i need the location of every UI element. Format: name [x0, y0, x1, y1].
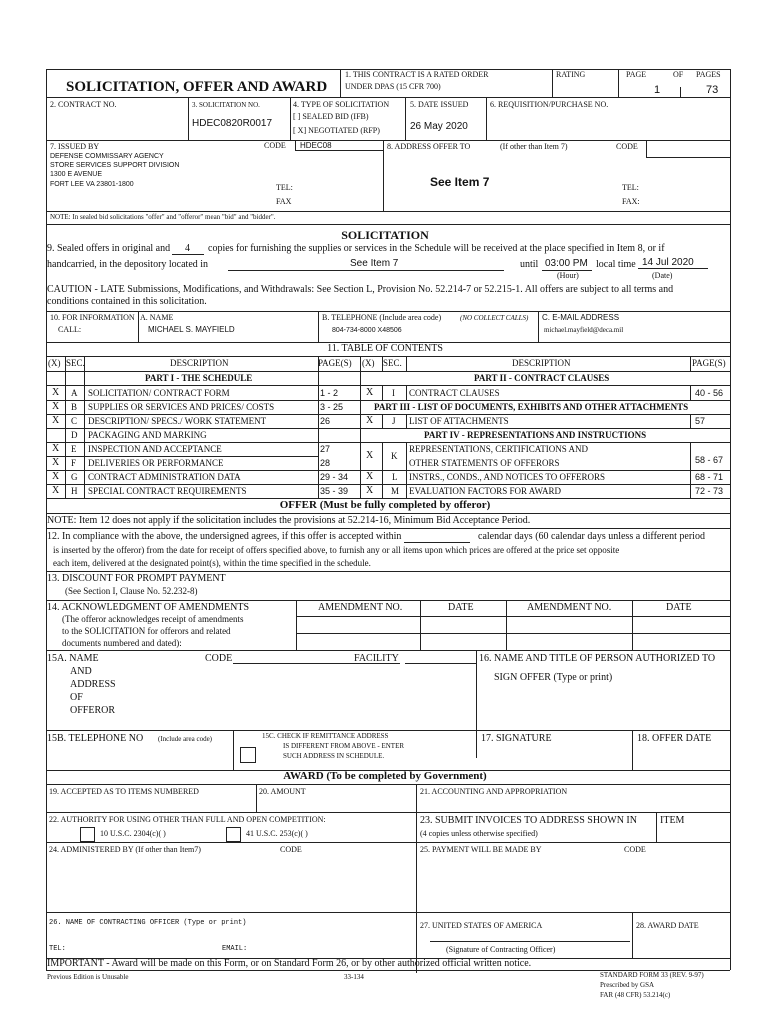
depository-location: See Item 7 [350, 258, 399, 269]
item9-text-b: copies for furnishing the supplies or services in the Schedule will be received at the place specified in Item 8, or if [208, 243, 665, 254]
item15a-offeror: OFFEROR [70, 705, 116, 716]
form-control-number: 33-134 [344, 973, 364, 981]
issued-by-fax-label: FAX [276, 197, 292, 206]
item12-text-a: 12. In compliance with the above, the undersigned agrees, if this offer is accepted within [47, 531, 402, 542]
item9-text-c: handcarried, in the depository located in [47, 259, 209, 270]
local-time-label: local time [596, 259, 636, 270]
offer-note: NOTE: Item 12 does not apply if the solicitation includes the provisions at 52.214-16, Minimum Bid Acceptance Period. [47, 515, 531, 526]
item13-label: 13. DISCOUNT FOR PROMPT PAYMENT [47, 573, 226, 584]
toc-description-header: DESCRIPTION [170, 358, 229, 368]
rated-order-label: 1. THIS CONTRACT IS A RATED ORDER [345, 70, 489, 79]
contact-email-label: C. E-MAIL ADDRESS [542, 313, 620, 322]
item14-label: 14. ACKNOWLEDGMENT OF AMENDMENTS [47, 602, 250, 613]
issued-by-tel-label: TEL: [276, 183, 293, 192]
toc-x-header: (X) [48, 358, 61, 368]
date-issued: 26 May 2020 [410, 121, 468, 132]
issued-by-address-4: FORT LEE VA 23801-1800 [50, 181, 134, 188]
contact-email: michael.mayfield@deca.mil [544, 326, 624, 334]
item23-label: 23. SUBMIT INVOICES TO ADDRESS SHOWN IN [420, 815, 637, 826]
type-of-solicitation-label: 4. TYPE OF SOLICITATION [293, 100, 390, 109]
facility-label: FACILITY [354, 653, 399, 664]
pages-label: PAGES [696, 70, 721, 79]
toc-x-header-right: (X) [362, 358, 375, 368]
caution-line-2: conditions contained in this solicitation. [47, 296, 207, 307]
toc-part-2: PART II - CONTRACT CLAUSES [474, 373, 610, 383]
toc-description-header-right: DESCRIPTION [512, 358, 571, 368]
address-offer-to-label: 8. ADDRESS OFFER TO [387, 142, 471, 151]
remittance-address-checkbox[interactable] [240, 747, 256, 763]
sealed-bid-option: [ ] SEALED BID (IFB) [293, 112, 369, 121]
usc-253-label: 41 U.S.C. 253(c)( ) [246, 829, 308, 838]
item22-label: 22. AUTHORITY FOR USING OTHER THAN FULL AND OPEN COMPETITION: [49, 815, 326, 824]
usc-253-checkbox[interactable] [226, 827, 241, 842]
solicitation-heading: SOLICITATION [341, 228, 429, 242]
requisition-label: 6. REQUISITION/PURCHASE NO. [490, 100, 609, 109]
toc-part-3: PART III - LIST OF DOCUMENTS, EXHIBITS AND OTHER ATTACHMENTS [374, 402, 689, 412]
call-label: CALL: [58, 325, 82, 334]
contact-name-label: A. NAME [140, 313, 174, 322]
item15c-line-1: 15C. CHECK IF REMITTANCE ADDRESS [262, 732, 389, 740]
item14-desc-2: to the SOLICITATION for offerors and related [62, 626, 231, 636]
issued-by-address-3: 1300 E AVENUE [50, 171, 103, 178]
item15a-code-label: CODE [205, 653, 233, 664]
item15c-line-2: IS DIFFERENT FROM ABOVE - ENTER [283, 742, 405, 750]
border-right [730, 69, 731, 970]
toc-pages-header: PAGE(S) [318, 358, 352, 368]
rating-label: RATING [556, 70, 586, 79]
no-collect-calls: (NO COLLECT CALLS) [460, 314, 529, 322]
for-information-label: 10. FOR INFORMATION [50, 313, 135, 322]
item28-label: 28. AWARD DATE [636, 921, 699, 930]
usc-2304-checkbox[interactable] [80, 827, 95, 842]
prescribed-by-label: Prescribed by GSA [600, 981, 655, 989]
previous-edition-note: Previous Edition is Unusable [47, 973, 129, 981]
item14-desc-3: documents numbered and dated): [62, 638, 182, 648]
issued-by-label: 7. ISSUED BY [50, 142, 100, 151]
usc-2304-label: 10 U.S.C. 2304(c)( ) [100, 829, 166, 838]
item13-clause: (See Section I, Clause No. 52.232-8) [65, 586, 198, 596]
far-reference-label: FAR (48 CFR) 53.214(c) [600, 991, 671, 999]
item15c-line-3: SUCH ADDRESS IN SCHEDULE. [283, 752, 385, 760]
solicitation-no-label: 3. SOLICITATION NO. [192, 101, 260, 109]
item20-label: 20. AMOUNT [259, 787, 306, 796]
item15a-and: AND [70, 666, 92, 677]
item21-label: 21. ACCOUNTING AND APPROPRIATION [420, 787, 568, 796]
amendment-date-header: DATE [448, 602, 474, 613]
item23-sub: (4 copies unless otherwise specified) [420, 829, 538, 838]
toc-heading: 11. TABLE OF CONTENTS [327, 343, 443, 354]
toc-sec-header: SEC. [66, 358, 85, 368]
item26-label: 26. NAME OF CONTRACTING OFFICER (Type or print) [49, 919, 247, 927]
contact-name: MICHAEL S. MAYFIELD [148, 325, 235, 334]
item16-label: 16. NAME AND TITLE OF PERSON AUTHORIZED TO [479, 653, 716, 664]
item15a-label: 15A. NAME [47, 653, 99, 664]
item17-label: 17. SIGNATURE [481, 733, 552, 744]
item12-text-d: each item, delivered at the designated point(s), within the time specified in the schedule. [53, 558, 371, 568]
receipt-date: 14 Jul 2020 [642, 257, 694, 268]
amendment-no-header-2: AMENDMENT NO. [527, 602, 612, 613]
address-fax-label: FAX: [622, 197, 640, 206]
date-label: (Date) [652, 271, 673, 280]
toc-part-4: PART IV - REPRESENTATIONS AND INSTRUCTIONS [424, 430, 647, 440]
of-label: OF [673, 70, 684, 79]
page-number: 1 [654, 84, 661, 96]
total-pages: 73 [706, 84, 719, 96]
item14-desc-1: (The offeror acknowledges receipt of amendments [62, 614, 244, 624]
contact-phone-label: B. TELEPHONE (Include area code) [322, 313, 442, 322]
award-heading: AWARD (To be completed by Government) [283, 770, 487, 782]
toc-sec-header-right: SEC. [383, 358, 402, 368]
contracting-officer-signature-label: (Signature of Contracting Officer) [446, 945, 556, 954]
officer-tel-label: TEL: [49, 945, 66, 953]
item15b-label: 15B. TELEPHONE NO [47, 733, 144, 744]
issued-by-code: HDEC08 [300, 141, 332, 150]
item9-text-a: 9. Sealed offers in original and [47, 243, 171, 254]
address-tel-label: TEL: [622, 183, 639, 192]
item25-code-label: CODE [624, 845, 646, 854]
hour-label: (Hour) [557, 271, 579, 280]
contact-phone: 804-734-8000 X48506 [332, 327, 402, 334]
officer-email-label: EMAIL: [222, 945, 248, 953]
contract-no-label: 2. CONTRACT NO. [50, 100, 117, 109]
solicitation-no: HDEC0820R0017 [192, 118, 273, 129]
address-code-label: CODE [616, 142, 638, 151]
item24-label: 24. ADMINISTERED BY (If other than Item7) [49, 845, 201, 854]
rated-order-dpas: UNDER DPAS (15 CFR 700) [345, 82, 441, 91]
issued-by-address-2: STORE SERVICES SUPPORT DIVISION [50, 162, 180, 169]
caution-line-1: CAUTION - LATE Submissions, Modifications, and Withdrawals: See Section L, Provision No. 52.214-7 or 52.215-1. All offers are subject to all terms and [47, 284, 674, 295]
item15a-of: OF [70, 692, 83, 703]
page-label: PAGE [626, 70, 647, 79]
code-label: CODE [264, 141, 286, 150]
until-label: until [520, 259, 539, 270]
original-copies: 4 [185, 243, 190, 254]
item16-sub: SIGN OFFER (Type or print) [494, 672, 613, 683]
amendment-date-header-2: DATE [666, 602, 692, 613]
standard-form-label: STANDARD FORM 33 (REV. 9-97) [600, 971, 704, 979]
date-issued-label: 5. DATE ISSUED [410, 100, 469, 109]
form-title: SOLICITATION, OFFER AND AWARD [66, 79, 328, 95]
negotiated-option: [ X] NEGOTIATED (RFP) [293, 126, 380, 135]
item27-label: 27. UNITED STATES OF AMERICA [420, 921, 543, 930]
toc-part-1: PART I - THE SCHEDULE [145, 373, 253, 383]
item15a-address: ADDRESS [70, 679, 116, 690]
receipt-time: 03:00 PM [545, 258, 588, 269]
toc-pages-header-right: PAGE(S) [692, 358, 726, 368]
item15b-area-code: (Include area code) [158, 735, 213, 743]
item18-label: 18. OFFER DATE [637, 733, 712, 744]
if-other-than-item7: (If other than Item 7) [500, 142, 568, 151]
item19-label: 19. ACCEPTED AS TO ITEMS NUMBERED [49, 787, 199, 796]
item12-text-c: is inserted by the offeror) from the date for receipt of offers specified above, to furnish any or all items upon which prices are offered at the price set opposite [53, 545, 620, 555]
amendment-no-header: AMENDMENT NO. [318, 602, 403, 613]
item12-text-b: calendar days (60 calendar days unless a different period [478, 531, 705, 542]
offer-heading: OFFER (Must be fully completed by offeror) [279, 499, 491, 511]
issued-by-address-1: DEFENSE COMMISSARY AGENCY [50, 153, 164, 160]
see-item-7: See Item 7 [430, 175, 490, 189]
important-notice: IMPORTANT - Award will be made on this Form, or on Standard Form 26, or by other authorized official written notice. [47, 958, 532, 969]
item24-code-label: CODE [280, 845, 302, 854]
item23-item-label: ITEM [660, 815, 685, 826]
sealed-bid-note: NOTE: In sealed bid solicitations "offer" and "offeror" mean "bid" and "bidder". [50, 213, 276, 221]
item25-label: 25. PAYMENT WILL BE MADE BY [420, 845, 542, 854]
